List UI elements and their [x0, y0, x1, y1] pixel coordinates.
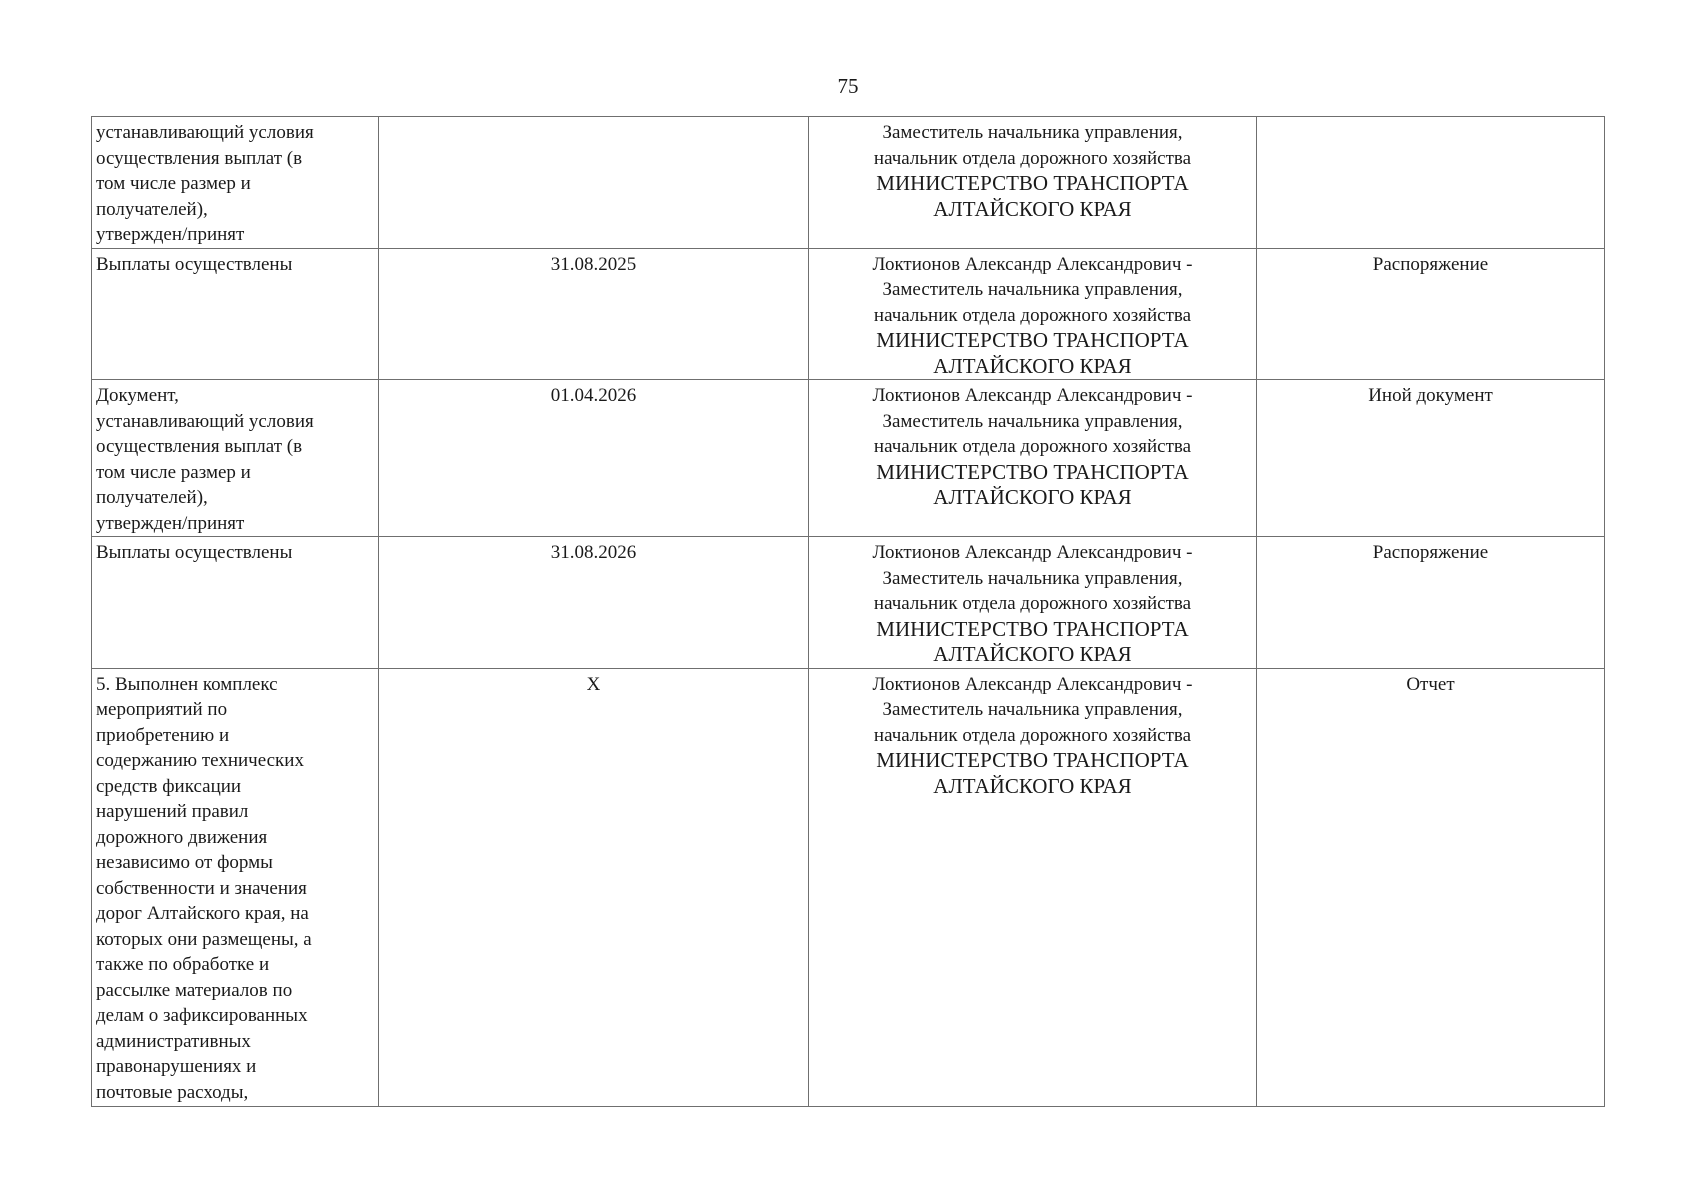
event-line: также по обработке и: [96, 954, 270, 975]
responsible-line: Заместитель начальника управления,: [882, 279, 1183, 300]
table-row: [92, 117, 1605, 249]
event-line: том числе размер и: [96, 173, 251, 194]
date-value: Х: [586, 673, 601, 695]
responsible-cell: [809, 380, 1257, 537]
event-line: приобретению и: [96, 724, 230, 746]
organization-line: АЛТАЙСКОГО КРАЯ: [933, 353, 1132, 378]
organization-line: АЛТАЙСКОГО КРАЯ: [933, 196, 1132, 221]
event-line: получателей),: [96, 487, 208, 508]
date-cell: [379, 380, 809, 537]
event-cell: [92, 380, 379, 537]
responsible-line: начальник отдела дорожного хозяйства: [873, 593, 1192, 614]
event-line: устанавливающий условия: [96, 122, 314, 143]
event-line: нарушений правил: [96, 801, 249, 822]
table-row: [92, 668, 1605, 1106]
event-line: устанавливающий условия: [96, 410, 314, 432]
doc-type-cell: [1257, 668, 1605, 1106]
responsible-line: начальник отдела дорожного хозяйства: [873, 147, 1192, 169]
control-points-table: [91, 116, 1605, 1107]
responsible-line: начальник отдела дорожного хозяйства: [873, 436, 1192, 457]
responsible-cell: [809, 668, 1257, 1106]
responsible-line: Локтионов Александр Александрович -: [872, 673, 1193, 695]
responsible-line: Локтионов Александр Александрович -: [872, 542, 1193, 563]
event-line: рассылке материалов по: [96, 979, 293, 1001]
event-line: утвержден/принят: [96, 224, 245, 245]
date-value: 31.08.2025: [550, 253, 637, 275]
event-line: Выплаты осуществлены: [96, 542, 293, 563]
event-line: делам о зафиксированных: [96, 1005, 308, 1026]
event-line: осуществления выплат (в: [96, 147, 303, 169]
event-line: том числе размер и: [96, 461, 251, 483]
event-line: мероприятий по: [96, 699, 228, 720]
date-cell: [379, 537, 809, 669]
event-line: дорожного движения: [96, 826, 268, 848]
organization-line: АЛТАЙСКОГО КРАЯ: [933, 773, 1132, 798]
date-value: 31.08.2026: [550, 542, 637, 563]
responsible-cell: [809, 248, 1257, 380]
doc-type-cell: [1257, 117, 1605, 249]
doc-type-value: Распоряжение: [1372, 542, 1489, 563]
event-line: осуществления выплат (в: [96, 436, 303, 457]
date-value: 01.04.2026: [550, 385, 637, 406]
page-number: 75: [837, 74, 859, 98]
organization-line: МИНИСТЕРСТВО ТРАНСПОРТА: [876, 748, 1189, 772]
responsible-line: Локтионов Александр Александрович -: [872, 253, 1193, 275]
responsible-line: Локтионов Александр Александрович -: [872, 385, 1193, 406]
event-line: почтовые расходы,: [96, 1081, 249, 1103]
event-line: собственности и значения: [96, 877, 307, 899]
event-line: утвержден/принят: [96, 512, 245, 534]
organization-line: МИНИСТЕРСТВО ТРАНСПОРТА: [876, 459, 1189, 484]
responsible-line: Заместитель начальника управления,: [882, 699, 1183, 720]
doc-type-cell: [1257, 380, 1605, 537]
responsible-line: Заместитель начальника управления,: [882, 567, 1183, 589]
event-cell: [92, 668, 379, 1106]
doc-type-value: Иной документ: [1368, 385, 1493, 406]
event-line: дорог Алтайского края, на: [96, 903, 309, 924]
table-body: [92, 117, 1605, 1107]
responsible-line: Заместитель начальника управления,: [882, 122, 1183, 143]
doc-type-value: Распоряжение: [1372, 253, 1489, 275]
responsible-line: Заместитель начальника управления,: [882, 410, 1183, 432]
responsible-line: начальник отдела дорожного хозяйства: [873, 724, 1192, 746]
event-line: независимо от формы: [96, 852, 273, 873]
organization-line: МИНИСТЕРСТВО ТРАНСПОРТА: [876, 328, 1189, 352]
event-line: 5. Выполнен комплекс: [96, 673, 278, 695]
event-line: содержанию технических: [96, 750, 304, 771]
event-line: которых они размещены, а: [96, 928, 312, 950]
event-line: получателей),: [96, 198, 208, 220]
responsible-cell: [809, 117, 1257, 249]
responsible-line: начальник отдела дорожного хозяйства: [873, 304, 1192, 326]
organization-line: АЛТАЙСКОГО КРАЯ: [933, 485, 1132, 509]
table-row: [92, 380, 1605, 537]
event-line: Выплаты осуществлены: [96, 253, 293, 275]
organization-line: АЛТАЙСКОГО КРАЯ: [933, 642, 1132, 666]
event-line: правонарушениях и: [96, 1056, 257, 1077]
event-line: средств фиксации: [96, 775, 242, 797]
event-cell: [92, 248, 379, 380]
organization-line: МИНИСТЕРСТВО ТРАНСПОРТА: [876, 171, 1189, 195]
date-cell: [379, 248, 809, 380]
organization-line: МИНИСТЕРСТВО ТРАНСПОРТА: [876, 616, 1189, 641]
event-line: административных: [96, 1030, 251, 1052]
date-cell: [379, 668, 809, 1106]
doc-type-cell: [1257, 248, 1605, 380]
event-cell: [92, 117, 379, 249]
event-line: Документ,: [96, 385, 179, 406]
event-cell: [92, 537, 379, 669]
table-row: [92, 248, 1605, 380]
responsible-cell: [809, 537, 1257, 669]
date-cell: [379, 117, 809, 249]
doc-type-cell: [1257, 537, 1605, 669]
doc-type-value: Отчет: [1406, 673, 1455, 695]
table-row: [92, 537, 1605, 669]
